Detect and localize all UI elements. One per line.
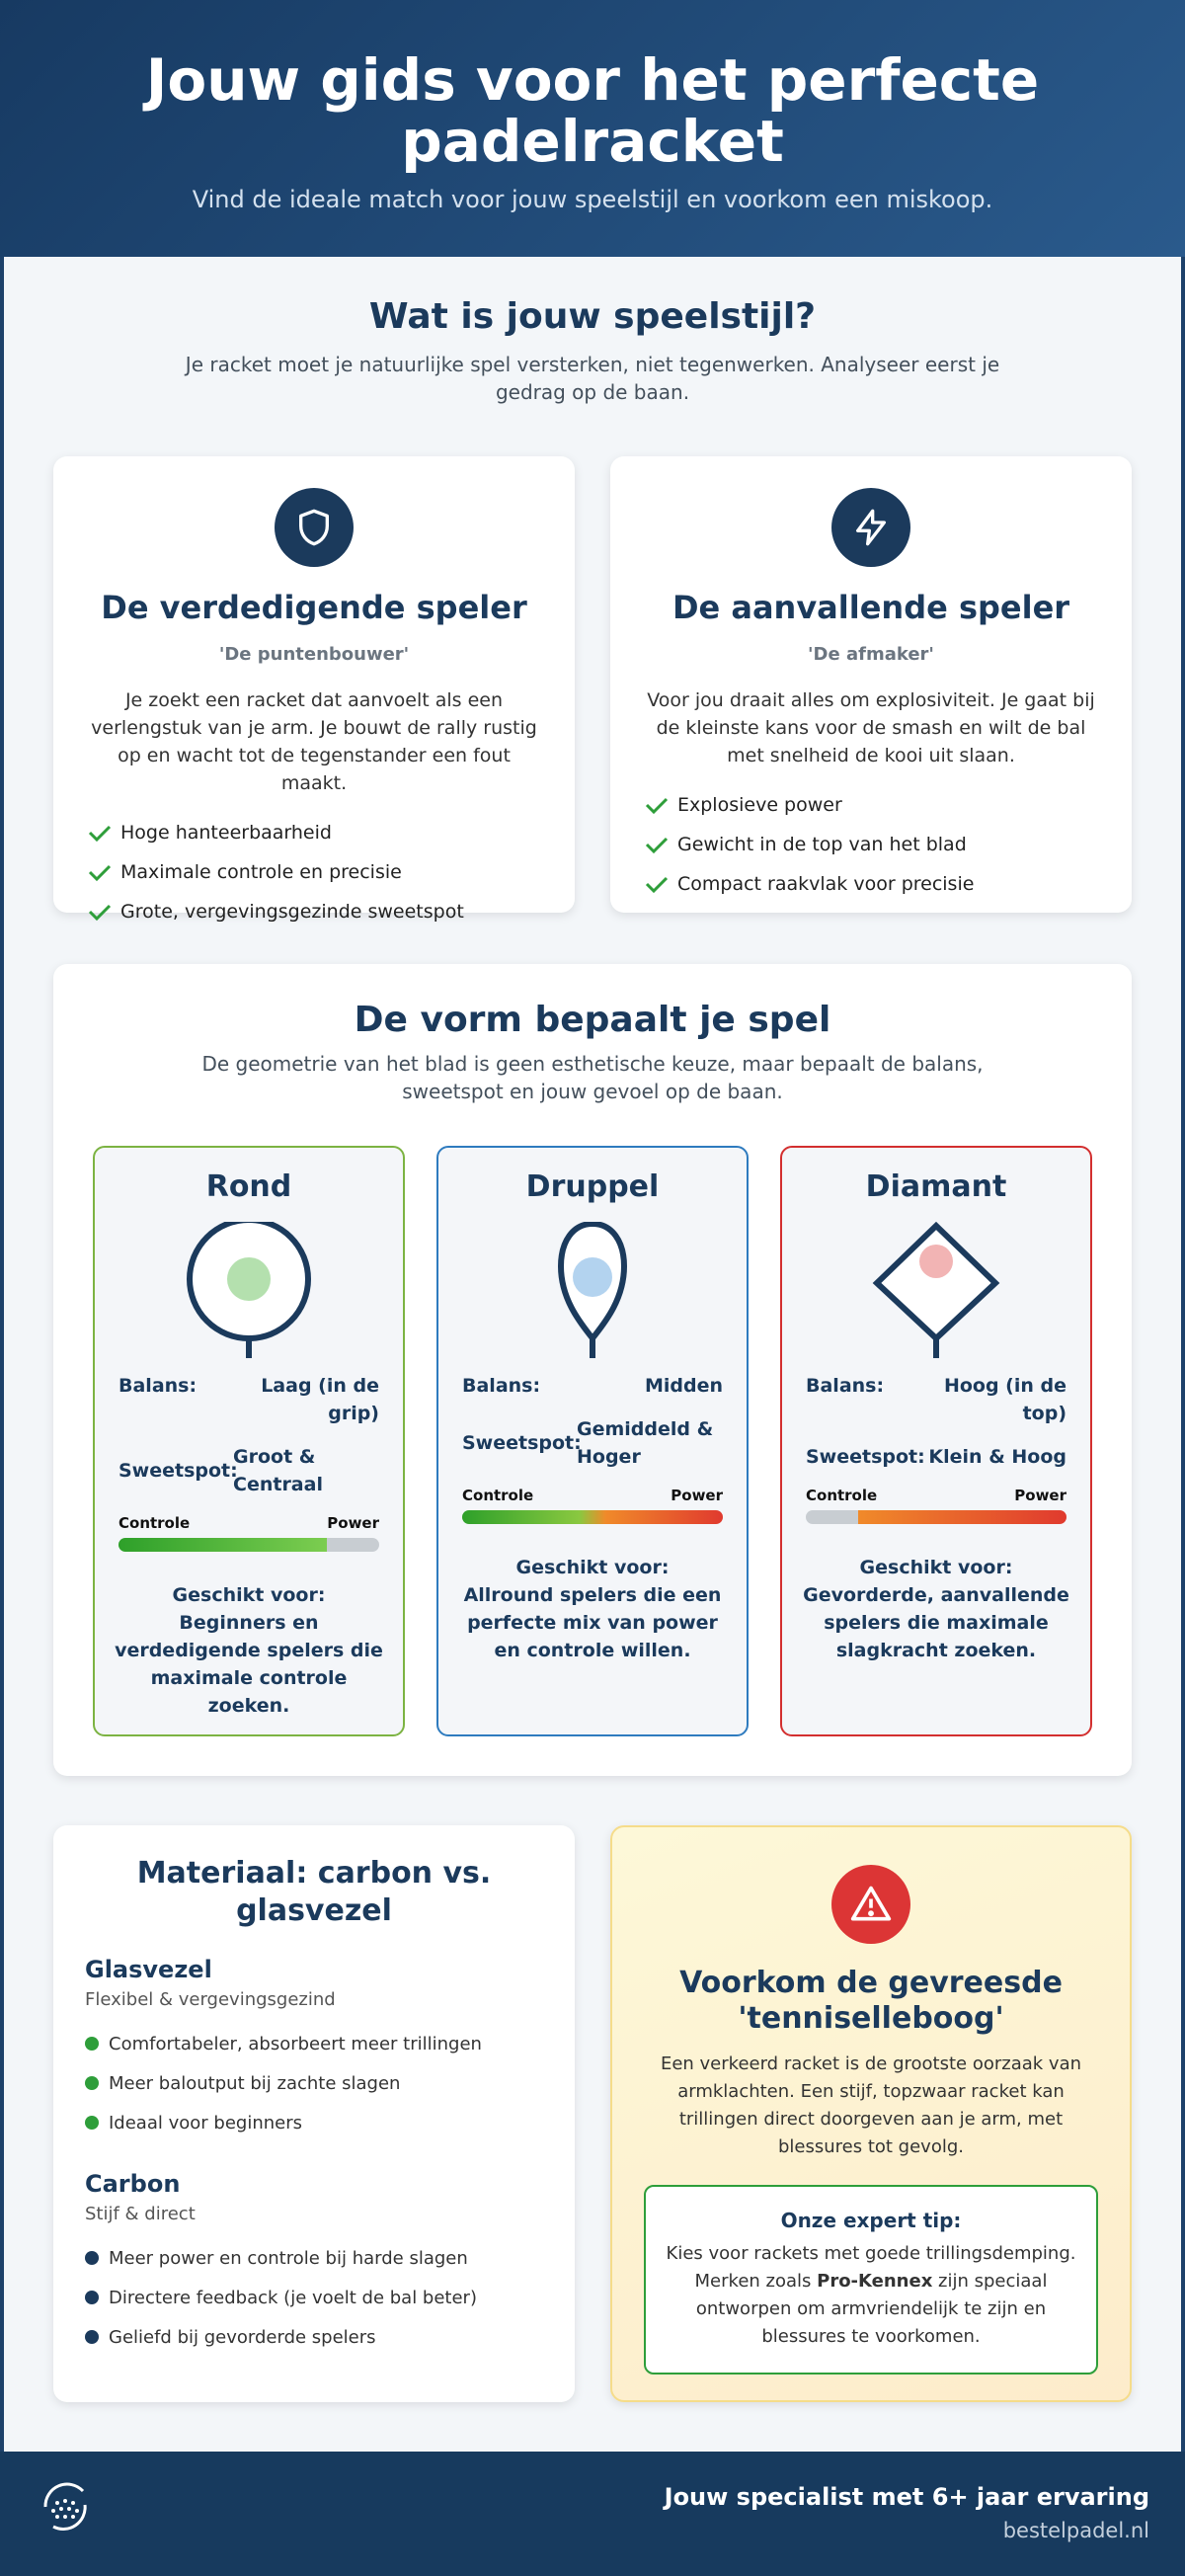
point-label: Explosieve power	[677, 794, 842, 816]
power-label: Power	[327, 1514, 379, 1532]
glasvezel-points	[85, 2024, 543, 2142]
balance-label: Balans:	[462, 1375, 541, 1397]
green-dot-icon	[85, 2116, 99, 2130]
material-title: Materiaal: carbon vs. glasvezel	[136, 1856, 492, 1928]
carbon-title: Carbon	[85, 2170, 181, 2198]
vorm-title: De vorm bepaalt je spel	[354, 1000, 831, 1040]
green-dot-icon	[85, 2037, 99, 2051]
sweetspot-row	[782, 1443, 1090, 1471]
defensive-description: Je zoekt een racket dat aanvoelt als een verlengstuk van je arm. Je bouwt de rally rustig op en wacht tot de tegenstander een fout maakt.	[91, 689, 537, 794]
header	[0, 0, 1185, 257]
suited-label: Geschikt voor:	[172, 1584, 326, 1606]
balance-row	[782, 1372, 1090, 1427]
list-item	[87, 813, 575, 852]
list-item	[87, 852, 575, 892]
sweetspot-label: Sweetspot:	[462, 1432, 582, 1454]
tip-title: Onze expert tip:	[780, 2209, 962, 2232]
check-icon	[644, 874, 670, 894]
suited-label: Geschikt voor:	[859, 1557, 1013, 1578]
balance-value: Midden	[644, 1375, 723, 1397]
check-icon	[87, 902, 113, 922]
power-bar	[806, 1510, 1066, 1524]
suited-label: Geschikt voor:	[515, 1557, 670, 1578]
shape-name: Rond	[205, 1169, 292, 1204]
lightning-icon	[831, 488, 910, 567]
list-item	[85, 2317, 543, 2357]
footer-site[interactable]: bestelpadel.nl	[1002, 2519, 1149, 2542]
control-label: Controle	[806, 1487, 878, 1504]
sweetspot-value: Groot & Centraal	[233, 1446, 323, 1495]
carbon-subtitle: Stijf & direct	[85, 2204, 196, 2224]
shape-card-diamant	[780, 1146, 1092, 1736]
navy-dot-icon	[85, 2251, 99, 2265]
sweetspot-value: Gemiddeld & Hoger	[577, 1418, 714, 1468]
balance-label: Balans:	[118, 1375, 198, 1397]
suited-text: Allround spelers die een perfecte mix van power en controle willen.	[463, 1584, 722, 1661]
check-icon	[87, 862, 113, 882]
carbon-points	[85, 2238, 543, 2357]
glasvezel-block	[85, 1956, 543, 2142]
power-bar-labels	[438, 1487, 747, 1504]
point-label: Comfortabeler, absorbeert meer trillingen	[109, 2033, 482, 2054]
warning-description: Een verkeerd racket is de grootste oorzaak van armklachten. Een stijf, topzwaar racket kan trillingen direct doorgeven aan je arm, met blessures tot gevolg.	[660, 2053, 1082, 2157]
list-item	[85, 2024, 543, 2063]
point-label: Maximale controle en precisie	[120, 861, 402, 883]
suited-for	[802, 1554, 1070, 1664]
list-item	[87, 892, 575, 931]
sweetspot-row	[95, 1443, 403, 1498]
check-icon	[87, 823, 113, 843]
shape-card-rond	[93, 1146, 405, 1736]
shape-name: Druppel	[525, 1169, 660, 1204]
offensive-nickname: 'De afmaker'	[808, 644, 934, 665]
diamond-racket-icon	[867, 1222, 1005, 1360]
logo-icon	[36, 2477, 95, 2536]
shield-icon	[275, 488, 354, 567]
list-item	[644, 785, 1132, 825]
point-label: Ideaal voor beginners	[109, 2112, 302, 2133]
offensive-player-card	[610, 456, 1132, 913]
list-item	[85, 2238, 543, 2278]
defensive-title: De verdedigende speler	[101, 589, 527, 626]
point-label: Hoge hanteerbaarheid	[120, 822, 332, 844]
shape-card-druppel	[436, 1146, 749, 1736]
balance-value: Laag (in de grip)	[261, 1375, 379, 1424]
tip-text-after: zijn speciaal ontworpen om armvriendelijk te zijn en blessures te voorkomen.	[695, 2271, 1048, 2347]
sweetspot-value: Klein & Hoog	[928, 1446, 1066, 1468]
suited-for	[458, 1554, 727, 1664]
footer-tagline: Jouw specialist met 6+ jaar ervaring	[664, 2483, 1149, 2511]
defensive-points	[53, 813, 575, 931]
teardrop-racket-icon	[523, 1222, 662, 1360]
speelstijl-section	[0, 296, 1185, 406]
material-card	[53, 1825, 575, 2402]
power-label: Power	[671, 1487, 723, 1504]
list-item	[644, 825, 1132, 864]
balance-row	[438, 1372, 747, 1400]
point-label: Gewicht in de top van het blad	[677, 834, 967, 855]
list-item	[85, 2103, 543, 2142]
power-label: Power	[1014, 1487, 1066, 1504]
offensive-title: De aanvallende speler	[672, 589, 1070, 626]
page-subtitle: Vind de ideale match voor jouw speelstijl en voorkom een miskoop.	[192, 186, 993, 213]
point-label: Meer baloutput bij zachte slagen	[109, 2072, 401, 2094]
power-bar-labels	[95, 1514, 403, 1532]
point-label: Meer power en controle bij harde slagen	[109, 2247, 468, 2269]
speelstijl-subtitle: Je racket moet je natuurlijke spel versterken, niet tegenwerken. Analyseer eerst je gedrag op de baan.	[185, 353, 1000, 404]
tip-text-before: Kies voor rackets met goede trillingsdemping. Merken zoals	[666, 2243, 1076, 2292]
defensive-nickname: 'De puntenbouwer'	[218, 644, 410, 665]
balance-value: Hoog (in de top)	[943, 1375, 1066, 1424]
sweetspot-label: Sweetspot:	[118, 1460, 238, 1482]
power-bar	[462, 1510, 723, 1524]
point-label: Directere feedback (je voelt de bal beter)	[109, 2287, 477, 2308]
round-racket-icon	[180, 1222, 318, 1360]
green-dot-icon	[85, 2076, 99, 2090]
navy-dot-icon	[85, 2291, 99, 2304]
power-bar	[118, 1538, 379, 1552]
check-icon	[644, 835, 670, 854]
glasvezel-subtitle: Flexibel & vergevingsgezind	[85, 1989, 336, 2010]
sweetspot-row	[438, 1415, 747, 1471]
sweetspot-label: Sweetspot:	[806, 1446, 925, 1468]
vorm-subtitle: De geometrie van het blad is geen esthetische keuze, maar bepaalt de balans, sweetspot en jouw gevoel op de baan.	[201, 1052, 984, 1103]
glasvezel-title: Glasvezel	[85, 1956, 212, 1983]
point-label: Compact raakvlak voor precisie	[677, 873, 975, 895]
control-label: Controle	[462, 1487, 534, 1504]
page-title: Jouw gids voor het perfecte padelracket	[145, 46, 1040, 175]
offensive-description: Voor jou draait alles om explosiviteit. Je gaat bij de kleinste kans voor de smash en wilt de bal met snelheid de kooi uit slaan.	[647, 689, 1095, 766]
list-item	[85, 2278, 543, 2317]
offensive-points	[610, 785, 1132, 904]
balance-label: Balans:	[806, 1375, 885, 1397]
suited-text: Beginners en verdedigende spelers die maximale controle zoeken.	[115, 1612, 383, 1717]
expert-tip-box	[644, 2185, 1098, 2375]
warning-card	[610, 1825, 1132, 2402]
shape-name: Diamant	[865, 1169, 1007, 1204]
speelstijl-title: Wat is jouw speelstijl?	[368, 296, 817, 337]
footer	[0, 2452, 1185, 2576]
list-item	[644, 864, 1132, 904]
balance-row	[95, 1372, 403, 1427]
suited-text: Gevorderde, aanvallende spelers die maximale slagkracht zoeken.	[803, 1584, 1069, 1661]
tip-text	[664, 2240, 1078, 2351]
control-label: Controle	[118, 1514, 191, 1532]
suited-for	[115, 1581, 383, 1720]
point-label: Geliefd bij gevorderde spelers	[109, 2326, 376, 2348]
power-bar-labels	[782, 1487, 1090, 1504]
tip-brand: Pro-Kennex	[817, 2271, 933, 2292]
warning-title: Voorkom de gevreesde 'tenniselleboog'	[679, 1966, 1063, 2036]
point-label: Grote, vergevingsgezinde sweetspot	[120, 901, 464, 923]
navy-dot-icon	[85, 2330, 99, 2344]
carbon-block	[85, 2170, 543, 2357]
check-icon	[644, 795, 670, 815]
list-item	[85, 2063, 543, 2103]
warning-icon	[831, 1865, 910, 1944]
defensive-player-card	[53, 456, 575, 923]
